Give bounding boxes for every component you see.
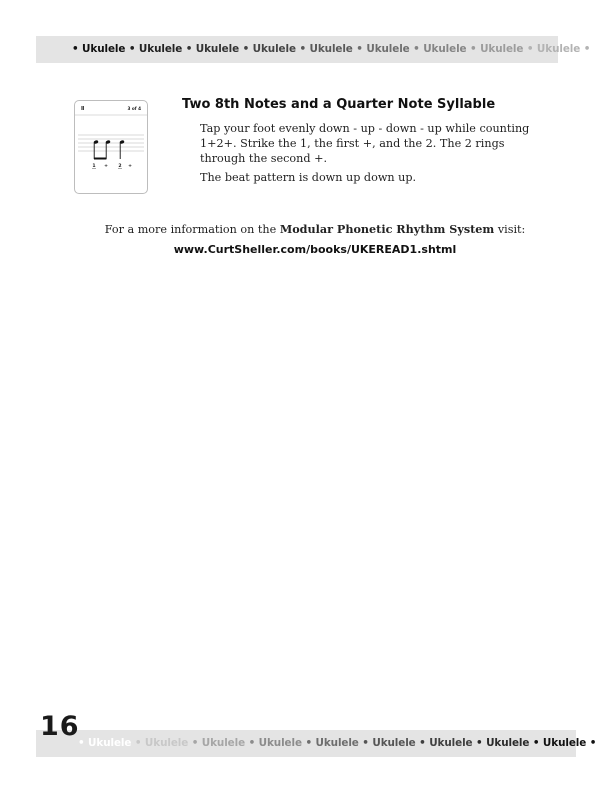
- header-item: • Ukulele: [356, 43, 410, 55]
- header-item: • Ukulele: [128, 43, 183, 55]
- more-info-prefix: For a more information on the: [104, 223, 280, 236]
- count-label: +: [104, 164, 108, 169]
- header-item: • Ukulele •: [526, 43, 591, 55]
- footer-item: • Ukulele: [476, 737, 530, 749]
- count-labels: [92, 163, 132, 169]
- header-ukulele-strip: [72, 36, 590, 63]
- header-band: [36, 36, 591, 63]
- more-info-suffix: visit:: [494, 223, 526, 236]
- rhythm-card: [74, 100, 148, 194]
- count-label: +: [128, 164, 132, 169]
- count-label: 2: [118, 164, 122, 169]
- page-number: 16: [40, 711, 80, 742]
- beat-pattern-paragraph: The beat pattern is down up down up.: [200, 171, 417, 184]
- header-item: • Ukulele: [72, 43, 126, 55]
- footer-item: • Ukulele: [248, 737, 302, 749]
- footer-item: • Ukulele: [419, 737, 473, 749]
- quarter-note: [119, 140, 124, 159]
- instruction-paragraph: Tap your foot evenly down - up - down - up while counting 1+2+. Strike the 1, the first +, and the 2. The 2 rings through the second +.: [200, 122, 530, 165]
- time-signature-label: Ⅱ: [81, 106, 85, 112]
- header-item: • Ukulele: [413, 43, 467, 55]
- section-title: Two 8th Notes and a Quarter Note Syllable: [182, 97, 496, 112]
- footer-band: [36, 730, 597, 757]
- footer-item: • Ukulele: [191, 737, 246, 749]
- website-link[interactable]: www.CurtSheller.com/books/UKEREAD1.shtml: [173, 243, 457, 256]
- footer-ukulele-strip: [78, 730, 596, 757]
- card-counter: 3 of 4: [127, 106, 141, 111]
- footer-item: • Ukulele: [305, 737, 359, 749]
- header-item: • Ukulele: [299, 43, 353, 55]
- system-name: Modular Phonetic Rhythm System: [279, 222, 495, 236]
- header-item: • Ukulele: [470, 43, 524, 55]
- rhythm-notation-figure: [75, 101, 147, 193]
- more-info-line: [0, 222, 612, 237]
- footer-item: • Ukulele: [78, 737, 132, 749]
- footer-item: • Ukulele: [362, 737, 416, 749]
- header-item: • Ukulele: [242, 43, 296, 55]
- footer-item: • Ukulele: [134, 737, 189, 749]
- staff-lines: [78, 135, 144, 151]
- footer-item: • Ukulele •: [532, 737, 597, 749]
- eighth-note-pair: [93, 140, 110, 160]
- count-label: 1: [92, 164, 96, 169]
- header-item: • Ukulele: [185, 43, 240, 55]
